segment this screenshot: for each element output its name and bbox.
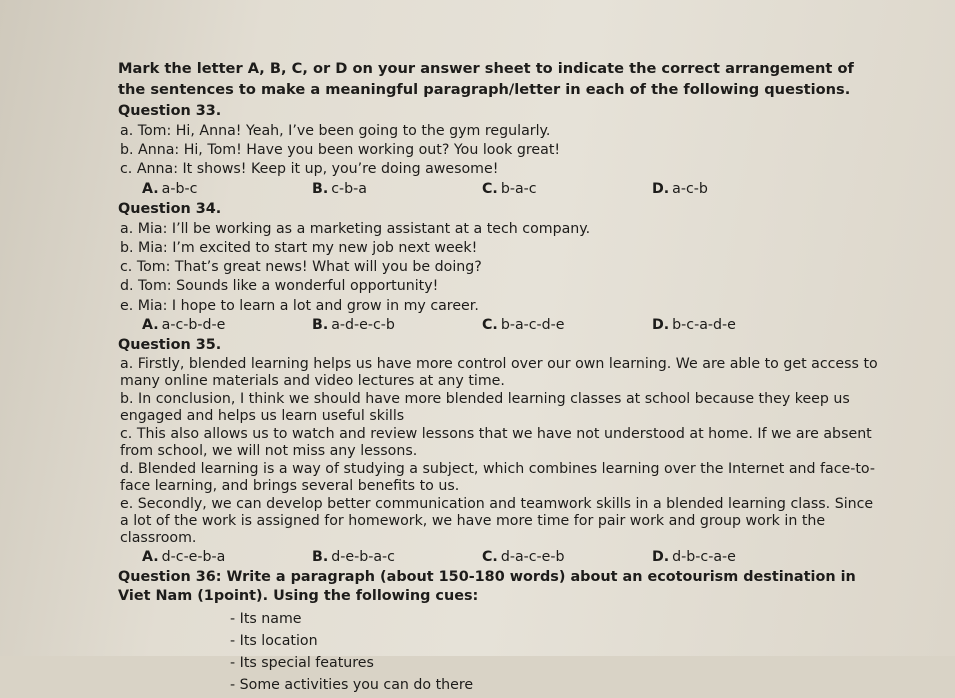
q34-line-e: e. Mia: I hope to learn a lot and grow in my career. <box>120 297 479 314</box>
question-36-prompt: Question 36: Write a paragraph (about 150-180 words) about an ecotourism destination in Viet Nam (1point). Using the following cues: <box>118 569 856 605</box>
q36-cue-name: - Its name <box>230 611 302 628</box>
q33-option-b[interactable]: B. c-b-a <box>312 180 367 197</box>
q35-option-b[interactable]: B. d-e-b-a-c <box>312 549 395 566</box>
q34-options <box>142 316 878 334</box>
q33-line-a: a. Tom: Hi, Anna! Yeah, I’ve been going to the gym regularly. <box>120 123 551 139</box>
q35-options <box>142 548 878 566</box>
question-35-title: Question 35. <box>118 337 222 354</box>
q33-option-a[interactable]: A. a-b-c <box>142 180 198 197</box>
q33-line-c: c. Anna: It shows! Keep it up, you’re doing awesome! <box>120 161 499 178</box>
q35-para-a: a. Firstly, blended learning helps us have more control over our own learning. We are able to get access to many online materials and video lectures at any time. <box>120 356 878 390</box>
q36-cue-location: - Its location <box>230 633 318 650</box>
q34-line-d: d. Tom: Sounds like a wonderful opportunity! <box>120 278 439 295</box>
worksheet <box>118 58 878 698</box>
q35-para-d: d. Blended learning is a way of studying a subject, which combines learning over the Internet and face-to-face learning, and brings several benefits to us. <box>120 461 875 495</box>
q35-para-e: e. Secondly, we can develop better communication and teamwork skills in a blended learning class. Since a lot of the work is assigned for homework, we have more time for pair work and group work in the classroom. <box>120 496 874 547</box>
q34-line-a: a. Mia: I’ll be working as a marketing assistant at a tech company. <box>120 220 591 237</box>
q35-option-c[interactable]: C. d-a-c-e-b <box>482 549 565 566</box>
q34-option-a[interactable]: A. a-c-b-d-e <box>142 316 226 333</box>
question-33-title: Question 33. <box>118 103 222 119</box>
q34-option-b[interactable]: B. a-d-e-c-b <box>312 316 395 333</box>
q34-line-c: c. Tom: That’s great news! What will you be doing? <box>120 259 482 276</box>
instruction-text: Mark the letter A, B, C, or D on your answer sheet to indicate the correct arrangement of the sentences to make a meaningful paragraph/letter in each of the following questions. <box>118 60 854 98</box>
q36-cues <box>230 610 878 694</box>
q36-cue-activities: - Some activities you can do there <box>230 677 474 694</box>
q34-line-b: b. Mia: I’m excited to start my new job next week! <box>120 240 478 257</box>
q34-option-c[interactable]: C. b-a-c-d-e <box>482 316 565 333</box>
q36-cue-features: - Its special features <box>230 655 374 672</box>
q33-option-c[interactable]: C. b-a-c <box>482 180 537 197</box>
q35-option-d[interactable]: D. d-b-c-a-e <box>652 549 736 566</box>
q33-line-b: b. Anna: Hi, Tom! Have you been working out? You look great! <box>120 142 561 159</box>
q35-para-b: b. In conclusion, I think we should have more blended learning classes at school because they keep us engaged and helps us learn useful skills <box>120 391 850 425</box>
q33-options <box>142 180 878 198</box>
q34-option-d[interactable]: D. b-c-a-d-e <box>652 316 736 333</box>
question-34-title: Question 34. <box>118 200 222 217</box>
q35-option-a[interactable]: A. d-c-e-b-a <box>142 549 226 566</box>
q33-option-d[interactable]: D. a-c-b <box>652 180 708 197</box>
q35-para-c: c. This also allows us to watch and review lessons that we have not understood at home. If we are absent from school, we will not miss any lessons. <box>120 426 872 460</box>
